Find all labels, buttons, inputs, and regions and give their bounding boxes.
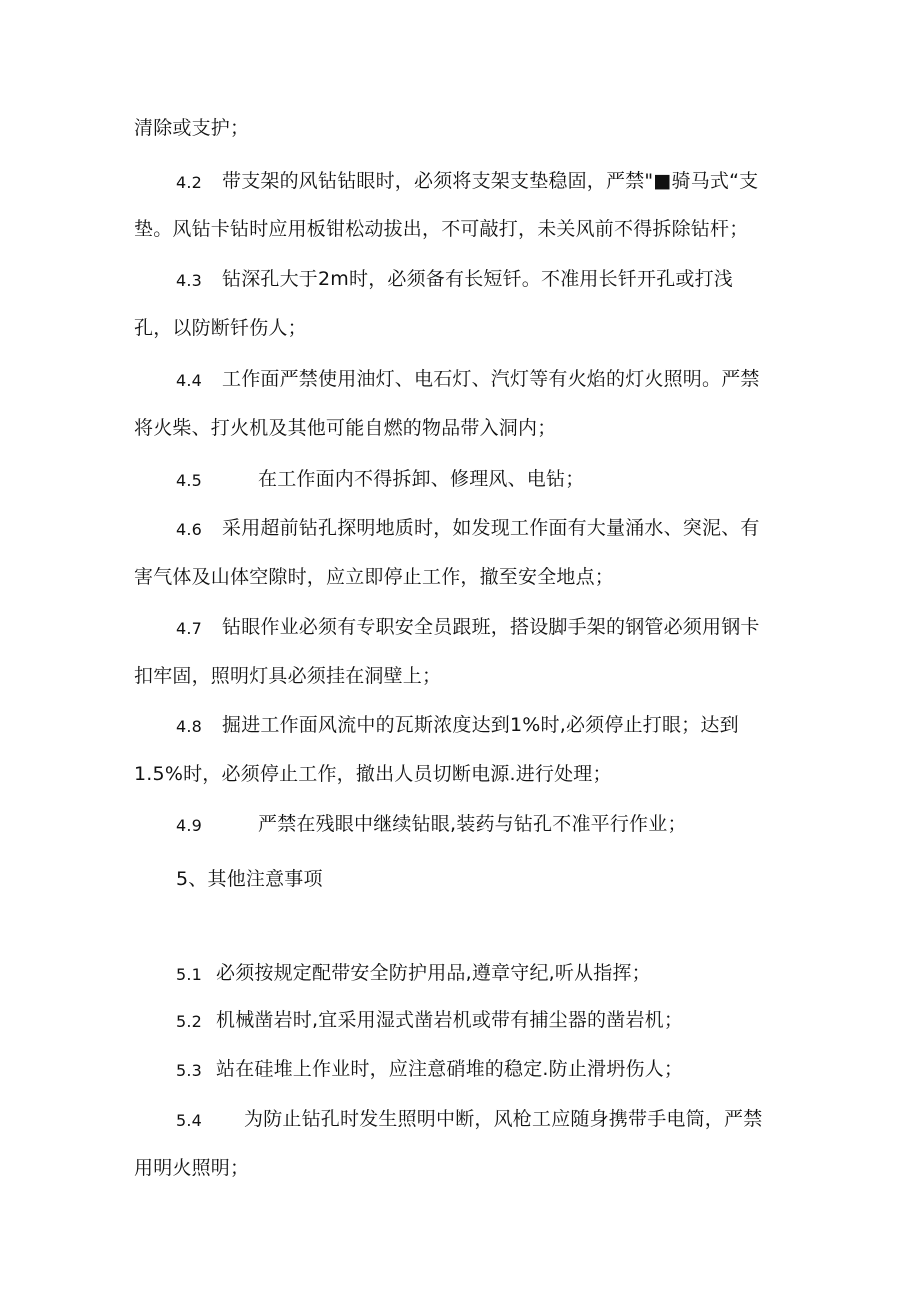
clause-number: 5.4 xyxy=(176,1111,203,1130)
text-line: 用明火照明； xyxy=(134,1157,250,1179)
clause-text: 在工作面内不得拆卸、修理风、电钻； xyxy=(258,468,585,490)
clause-number: 4.5 xyxy=(176,471,203,490)
clause-number: 4.2 xyxy=(176,173,203,192)
clause-text: 钻眼作业必须有专职安全员跟班，搭设脚手架的钢管必须用钢卡 xyxy=(222,616,760,638)
clause-text: 钻深孔大于2m时，必须备有长短钎。不准用长钎开孔或打浅 xyxy=(222,268,733,290)
clause-number: 4.4 xyxy=(176,371,203,390)
text-line: 清除或支护； xyxy=(134,117,250,139)
clause-number: 5.1 xyxy=(176,965,203,984)
clause-text: 带支架的风钻钻眼时，必须将支架支垫稳固，严禁"■骑马式“支 xyxy=(222,170,759,192)
clause-text: 机械凿岩时,宜采用湿式凿岩机或带有捕尘器的凿岩机； xyxy=(216,1009,684,1031)
clause-number: 5.3 xyxy=(176,1061,203,1080)
clause-number: 4.8 xyxy=(176,717,203,736)
clause-number: 4.6 xyxy=(176,520,203,539)
clause-text: 必须按规定配带安全防护用品,遵章守纪,听从指挥； xyxy=(216,962,651,984)
text-line: 害气体及山体空隙时，应立即停止工作，撤至安全地点； xyxy=(134,566,615,588)
clause-number: 4.3 xyxy=(176,271,203,290)
clause-text: 站在硅堆上作业时，应注意硝堆的稳定.防止滑坍伤人； xyxy=(216,1058,684,1080)
text-line: 孔，以防断钎伤人； xyxy=(134,317,307,339)
clause-text: 严禁在残眼中继续钻眼,装药与钻孔不准平行作业； xyxy=(258,813,687,835)
text-line: 将火柴、打火机及其他可能自燃的物品带入洞内； xyxy=(134,417,557,439)
clause-number: 4.7 xyxy=(176,619,203,638)
section-heading: 5、其他注意事项 xyxy=(176,868,323,890)
clause-text: 采用超前钻孔探明地质时，如发现工作面有大量涌水、突泥、有 xyxy=(222,517,760,539)
text-line: 1.5%时，必须停止工作，撤出人员切断电源.进行处理； xyxy=(134,763,612,785)
text-line: 扣牢固，照明灯具必须挂在洞壁上； xyxy=(134,665,442,687)
clause-number: 5.2 xyxy=(176,1012,203,1031)
text-line: 垫。风钻卡钻时应用板钳松动拔出，不可敲打，未关风前不得拆除钻杆； xyxy=(134,218,749,240)
clause-text: 为防止钻孔时发生照明中断，风枪工应随身携带手电筒，严禁 xyxy=(244,1108,763,1130)
clause-number: 4.9 xyxy=(176,816,203,835)
clause-text: 掘进工作面风流中的瓦斯浓度达到1%时,必须停止打眼；达到 xyxy=(222,714,739,736)
clause-text: 工作面严禁使用油灯、电石灯、汽灯等有火焰的灯火照明。严禁 xyxy=(222,368,760,390)
